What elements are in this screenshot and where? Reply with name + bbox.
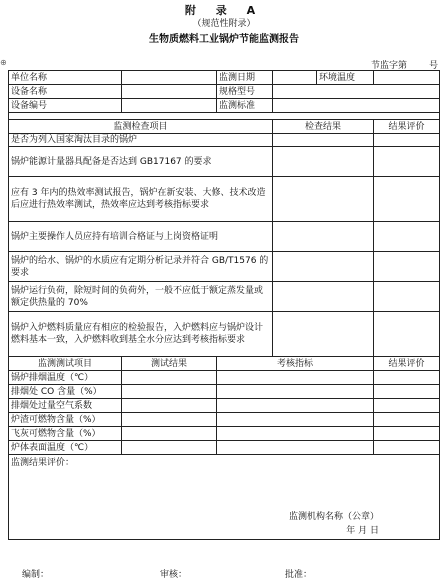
test-result-cell[interactable] bbox=[122, 371, 217, 385]
info-row-2 bbox=[9, 85, 440, 99]
monitor-standard-label: 监测标准 bbox=[217, 99, 273, 113]
check-row bbox=[9, 222, 440, 252]
test-header-row bbox=[9, 357, 440, 371]
test-result-cell[interactable] bbox=[122, 427, 217, 441]
check-row bbox=[9, 134, 440, 147]
test-row bbox=[9, 441, 440, 455]
test-result-cell[interactable] bbox=[122, 441, 217, 455]
check-item: 锅炉入炉燃料质量应有相应的检验报告，入炉燃料应与锅炉设计燃料基本一致，入炉燃料收到基全水分应达到考核指标要求 bbox=[9, 312, 273, 357]
spec-model-value[interactable] bbox=[273, 85, 440, 99]
test-row bbox=[9, 427, 440, 441]
monitor-date-value[interactable] bbox=[273, 71, 317, 85]
check-result-cell[interactable] bbox=[273, 134, 374, 147]
test-item: 飞灰可燃物含量（%） bbox=[9, 427, 122, 441]
test-eval-cell[interactable] bbox=[374, 427, 440, 441]
test-item: 炉体表面温度（℃） bbox=[9, 441, 122, 455]
approved-by-label: 批准： bbox=[285, 570, 313, 580]
test-result-header: 测试结果 bbox=[122, 357, 217, 371]
test-item-header: 监测测试项目 bbox=[9, 357, 122, 371]
check-eval-header: 结果评价 bbox=[374, 120, 440, 134]
unit-name-label: 单位名称 bbox=[9, 71, 122, 85]
test-index-cell[interactable] bbox=[217, 385, 374, 399]
info-row-3 bbox=[9, 99, 440, 113]
check-row bbox=[9, 147, 440, 177]
doc-number-suffix: 号 bbox=[428, 61, 438, 71]
conclusion-cell[interactable] bbox=[9, 455, 440, 540]
check-result-cell[interactable] bbox=[273, 177, 374, 222]
test-result-cell[interactable] bbox=[122, 413, 217, 427]
check-row bbox=[9, 177, 440, 222]
device-name-value[interactable] bbox=[122, 85, 217, 99]
test-item: 排烟处 CO 含量（%） bbox=[9, 385, 122, 399]
check-result-cell[interactable] bbox=[273, 147, 374, 177]
test-item: 锅炉排烟温度（℃） bbox=[9, 371, 122, 385]
conclusion-row bbox=[9, 455, 440, 540]
test-eval-cell[interactable] bbox=[374, 441, 440, 455]
test-item: 炉渣可燃物含量（%） bbox=[9, 413, 122, 427]
device-no-label: 设备编号 bbox=[9, 99, 122, 113]
env-temp-label: 环境温度 bbox=[317, 71, 374, 85]
test-eval-header: 结果评价 bbox=[374, 357, 440, 371]
test-result-cell[interactable] bbox=[122, 399, 217, 413]
reviewed-by-label: 审核： bbox=[160, 570, 188, 580]
test-result-cell[interactable] bbox=[122, 385, 217, 399]
check-item-header: 监测检查项目 bbox=[9, 120, 273, 134]
report-table bbox=[8, 70, 440, 540]
check-header-row bbox=[9, 120, 440, 134]
test-index-cell[interactable] bbox=[217, 371, 374, 385]
check-result-cell[interactable] bbox=[273, 222, 374, 252]
check-item: 锅炉主要操作人员应持有培训合格证与上岗资格证明 bbox=[9, 222, 273, 252]
signature-footer bbox=[0, 567, 448, 581]
check-item: 是否为列入国家淘汰目录的锅炉 bbox=[9, 134, 273, 147]
check-item: 锅炉的给水、锅炉的水质应有定期分析记录并符合 GB/T1576 的要求 bbox=[9, 252, 273, 282]
check-result-cell[interactable] bbox=[273, 312, 374, 357]
test-row bbox=[9, 385, 440, 399]
check-eval-cell[interactable] bbox=[374, 177, 440, 222]
monitor-standard-value[interactable] bbox=[273, 99, 440, 113]
appendix-nature: （规范性附录） bbox=[192, 19, 256, 29]
test-index-cell[interactable] bbox=[217, 441, 374, 455]
check-result-cell[interactable] bbox=[273, 282, 374, 312]
check-row bbox=[9, 312, 440, 357]
unit-name-value[interactable] bbox=[122, 71, 217, 85]
check-eval-cell[interactable] bbox=[374, 134, 440, 147]
check-item: 锅炉能源计量器具配备是否达到 GB17167 的要求 bbox=[9, 147, 273, 177]
anchor-icon: ⊕ bbox=[0, 58, 7, 67]
compiled-by-label: 编制： bbox=[22, 570, 50, 580]
check-eval-cell[interactable] bbox=[374, 282, 440, 312]
spacer-row bbox=[9, 113, 440, 120]
check-result-header: 检查结果 bbox=[273, 120, 374, 134]
env-temp-value[interactable] bbox=[374, 71, 440, 85]
conclusion-date: 年 月 日 bbox=[346, 526, 379, 536]
check-eval-cell[interactable] bbox=[374, 147, 440, 177]
test-eval-cell[interactable] bbox=[374, 385, 440, 399]
monitor-org-label: 监测机构名称（公章） bbox=[288, 512, 379, 522]
test-eval-cell[interactable] bbox=[374, 371, 440, 385]
device-name-label: 设备名称 bbox=[9, 85, 122, 99]
info-row-1 bbox=[9, 71, 440, 85]
test-row bbox=[9, 371, 440, 385]
check-result-cell[interactable] bbox=[273, 252, 374, 282]
check-item: 应有 3 年内的热效率测试报告，锅炉在新安装、大修、技术改造后应进行热效率测试，热效率应达到考核指标要求 bbox=[9, 177, 273, 222]
test-index-cell[interactable] bbox=[217, 413, 374, 427]
spec-model-label: 规格型号 bbox=[217, 85, 273, 99]
doc-number-prefix: 节监字第 bbox=[370, 61, 407, 71]
test-row bbox=[9, 399, 440, 413]
check-eval-cell[interactable] bbox=[374, 252, 440, 282]
test-index-cell[interactable] bbox=[217, 399, 374, 413]
check-row bbox=[9, 282, 440, 312]
check-item: 锅炉运行负荷，除短时间的负荷外，一般不应低于额定蒸发量或额定供热量的 70% bbox=[9, 282, 273, 312]
device-no-value[interactable] bbox=[122, 99, 217, 113]
test-index-header: 考核指标 bbox=[217, 357, 374, 371]
check-row bbox=[9, 252, 440, 282]
appendix-title: 附 录 A bbox=[184, 4, 264, 17]
check-eval-cell[interactable] bbox=[374, 312, 440, 357]
test-eval-cell[interactable] bbox=[374, 413, 440, 427]
monitor-date-label: 监测日期 bbox=[217, 71, 273, 85]
report-title: 生物质燃料工业锅炉节能监测报告 bbox=[149, 34, 299, 45]
conclusion-label: 监测结果评价： bbox=[11, 458, 75, 468]
check-eval-cell[interactable] bbox=[374, 222, 440, 252]
test-index-cell[interactable] bbox=[217, 427, 374, 441]
test-item: 排烟处过量空气系数 bbox=[9, 399, 122, 413]
test-row bbox=[9, 413, 440, 427]
test-eval-cell[interactable] bbox=[374, 399, 440, 413]
